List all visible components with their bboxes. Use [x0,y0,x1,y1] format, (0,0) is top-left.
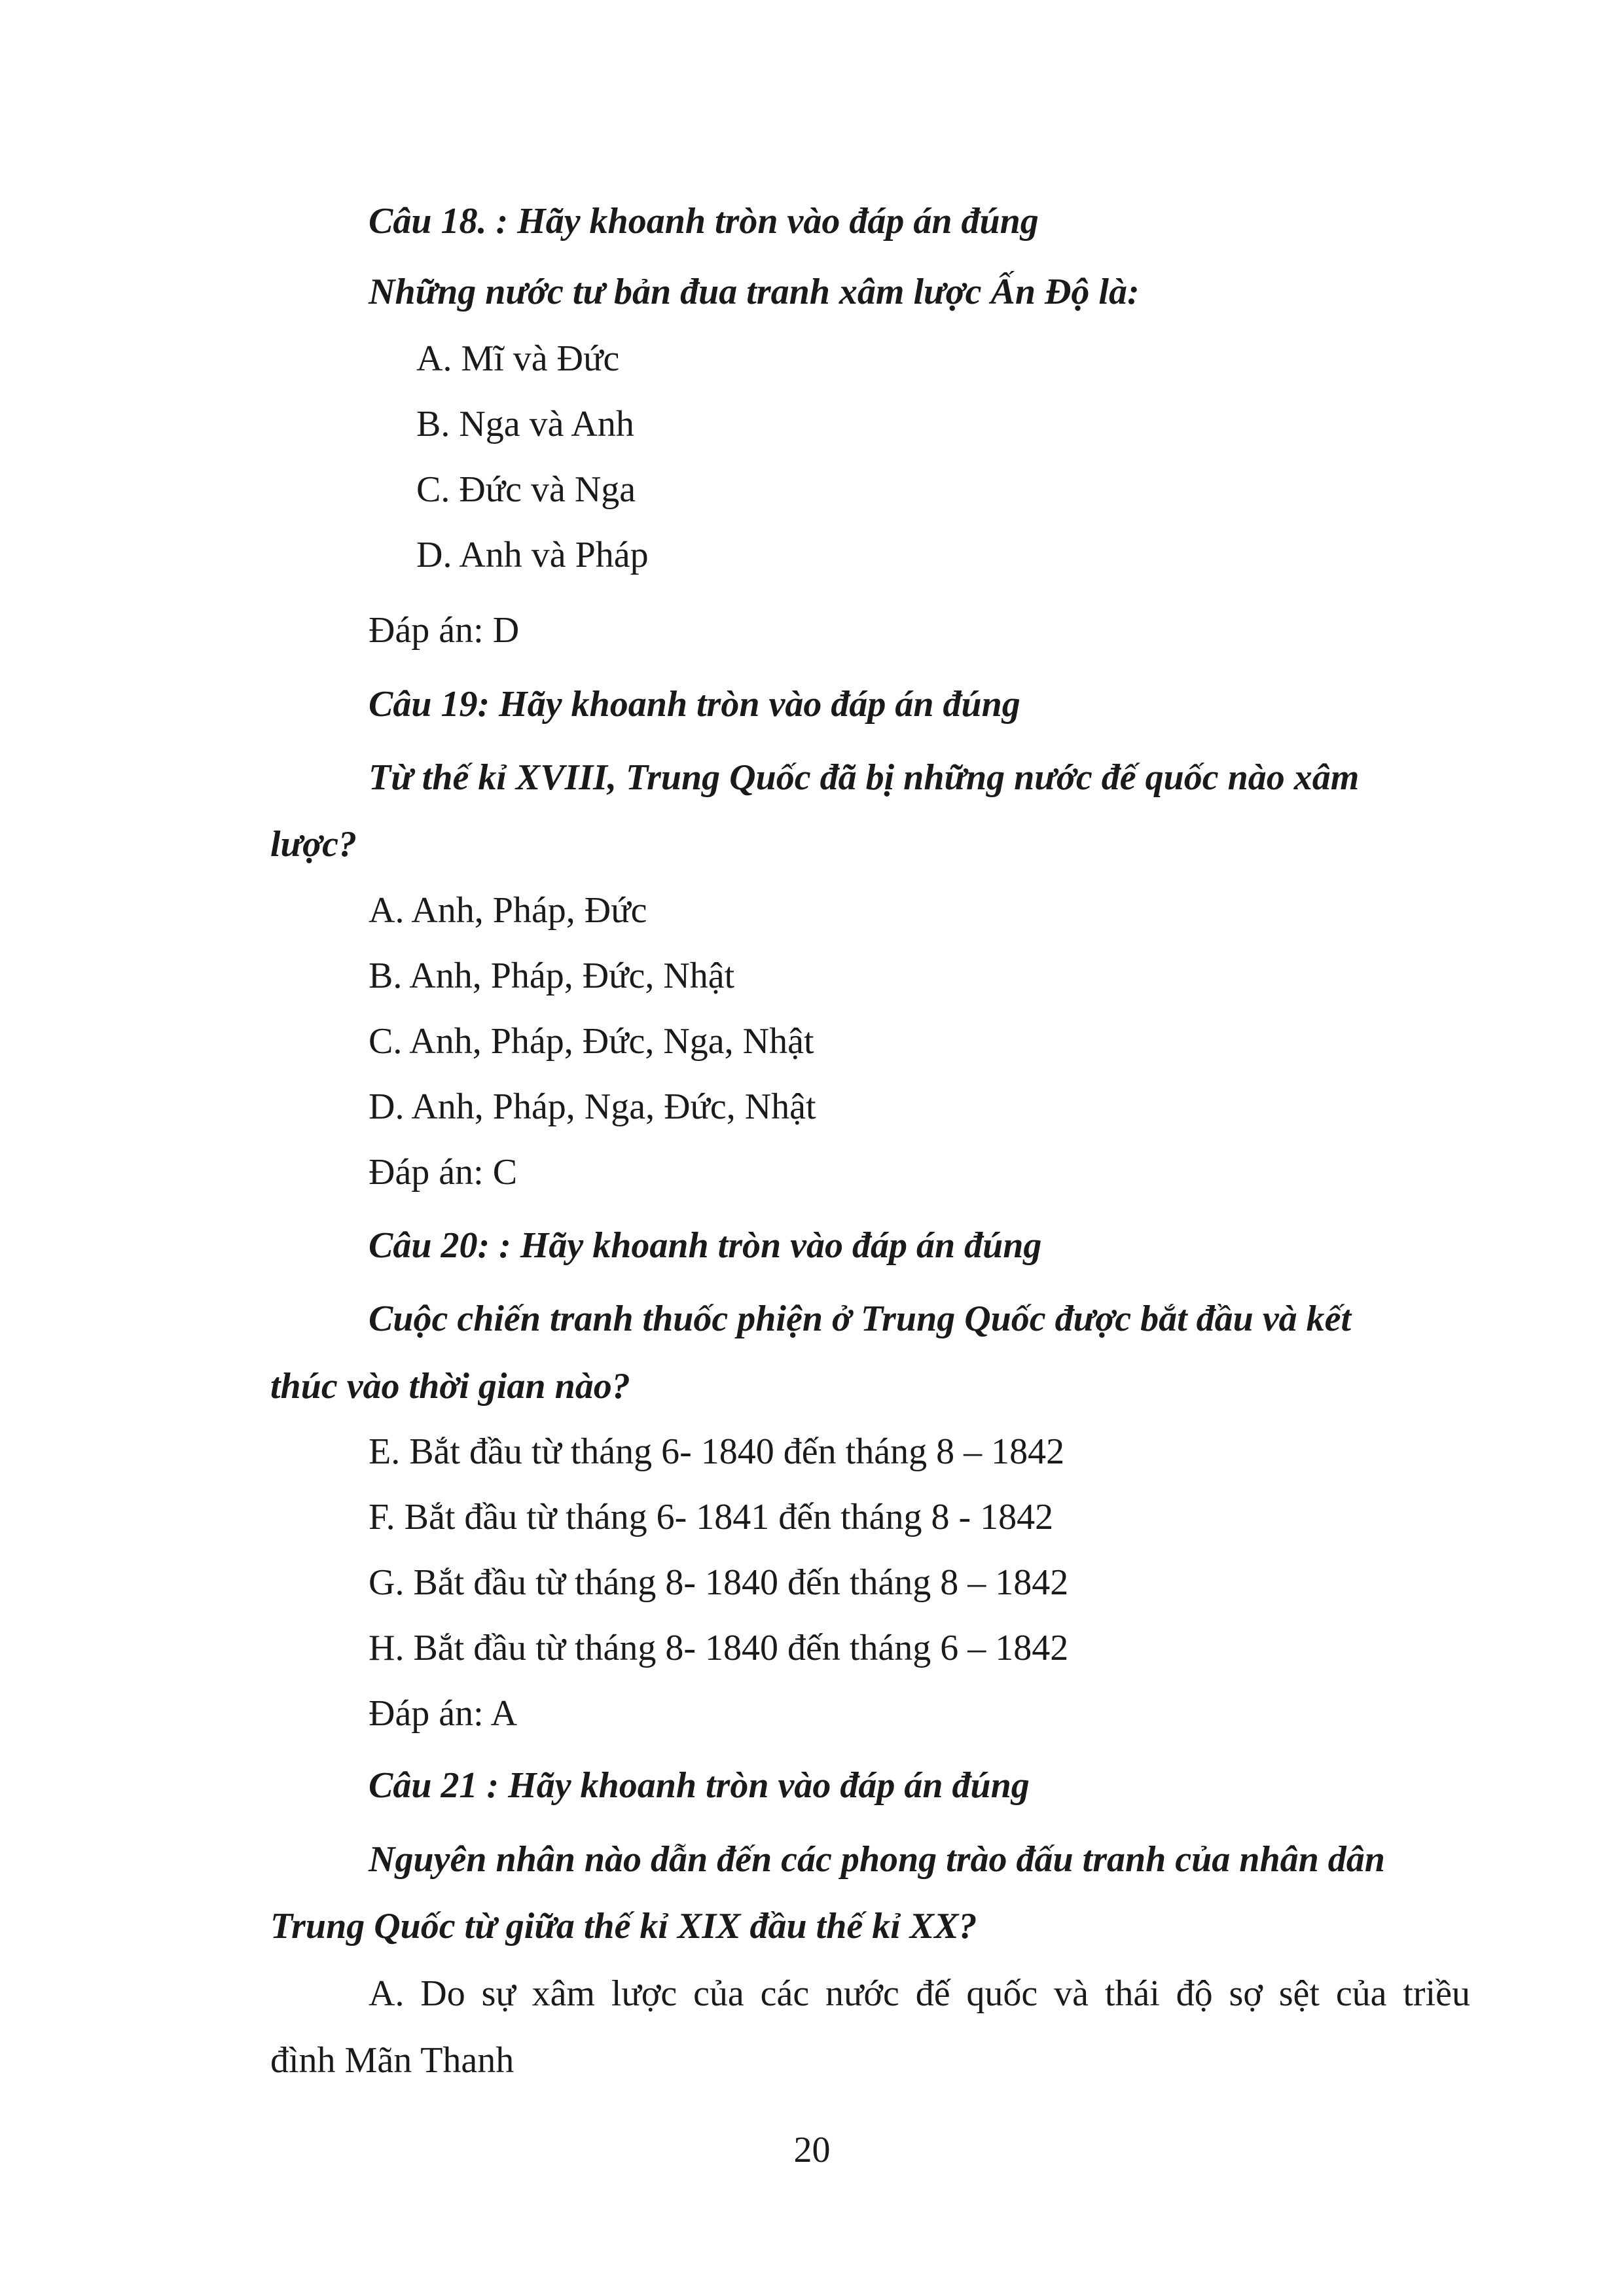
page-number: 20 [793,2130,831,2170]
q18-option-a: A. Mĩ và Đức [416,338,620,379]
q18-heading: Câu 18. : Hãy khoanh tròn vào đáp án đúng [369,201,1039,242]
q19-question-line1: Từ thế kỉ XVIII, Trung Quốc đã bị những nước đế quốc nào xâm [369,757,1360,798]
q19-heading: Câu 19: Hãy khoanh tròn vào đáp án đúng [369,684,1020,725]
q18-option-c: C. Đức và Nga [416,469,636,510]
q21-question-line1: Nguyên nhân nào dẫn đến các phong trào đấu tranh của nhân dân [369,1839,1385,1880]
q18-question: Những nước tư bản đua tranh xâm lược Ấn Độ là: [369,272,1140,312]
q20-option-f: F. Bắt đầu từ tháng 6- 1841 đến tháng 8 - 1842 [369,1497,1054,1537]
q21-option-a-line2: đình Mãn Thanh [270,2040,514,2081]
q21-heading: Câu 21 : Hãy khoanh tròn vào đáp án đúng [369,1765,1030,1806]
q21-question-line2: Trung Quốc từ giữa thế kỉ XIX đầu thế kỉ XX? [270,1906,977,1946]
q20-question-line2: thúc vào thời gian nào? [270,1366,630,1407]
q18-answer: Đáp án: D [369,610,520,651]
q19-option-d: D. Anh, Pháp, Nga, Đức, Nhật [369,1086,816,1127]
q19-option-b: B. Anh, Pháp, Đức, Nhật [369,956,735,996]
q18-option-b: B. Nga và Anh [416,404,634,444]
q20-heading: Câu 20: : Hãy khoanh tròn vào đáp án đúng [369,1225,1042,1266]
q19-option-c: C. Anh, Pháp, Đức, Nga, Nhật [369,1021,814,1062]
q20-option-g: G. Bắt đầu từ tháng 8- 1840 đến tháng 8 – 1842 [369,1562,1069,1603]
q18-option-d: D. Anh và Pháp [416,535,649,575]
q20-question-line1: Cuộc chiến tranh thuốc phiện ở Trung Quốc được bắt đầu và kết [369,1299,1352,1339]
q19-answer: Đáp án: C [369,1152,518,1193]
q19-option-a: A. Anh, Pháp, Đức [369,890,647,931]
q21-option-a-line1: A. Do sự xâm lược của các nước đế quốc và thái độ sợ sệt của triều [369,1973,1470,2014]
q20-answer: Đáp án: A [369,1693,518,1734]
q20-option-e: E. Bắt đầu từ tháng 6- 1840 đến tháng 8 – 1842 [369,1431,1065,1472]
q20-option-h: H. Bắt đầu từ tháng 8- 1840 đến tháng 6 – 1842 [369,1628,1069,1668]
q19-question-line2: lược? [270,824,357,865]
